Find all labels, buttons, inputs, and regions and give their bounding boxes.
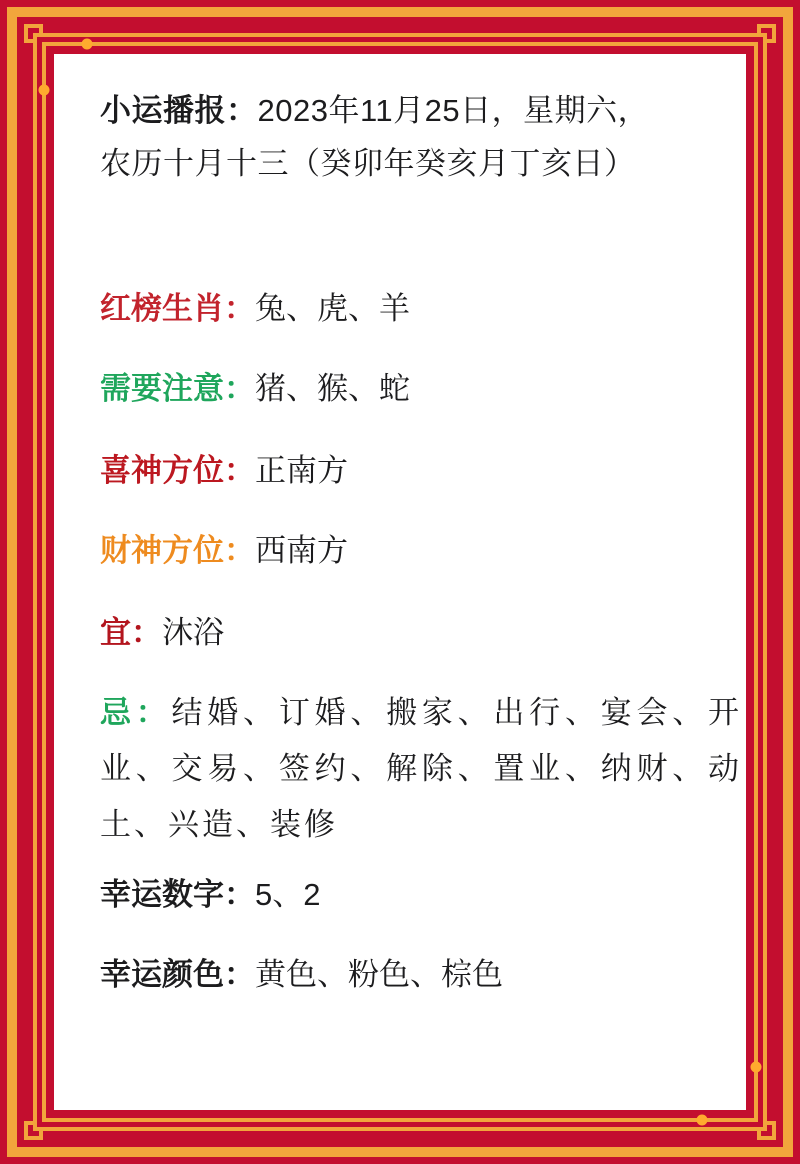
field-value: 5、2 [255, 877, 321, 912]
section-wealth-god-direction [100, 523, 745, 579]
section-joy-god-direction [100, 443, 745, 499]
header-date: 2023年11月25日，星期六， [257, 93, 650, 128]
field-value: 结婚、订婚、搬家、出行、宴会、开业、交易、签约、解除、置业、纳财、动土、兴造、装修 [100, 695, 743, 842]
header-broadcast [100, 84, 760, 190]
section-avoid [100, 685, 742, 853]
header-lunar-date: 农历十月十三（癸卯年癸亥月丁亥日） [100, 146, 636, 181]
field-value: 黄色、粉色、棕色 [255, 957, 503, 992]
field-label: 宜： [100, 615, 162, 650]
field-value: 正南方 [255, 453, 348, 488]
field-label: 财神方位： [100, 533, 255, 568]
field-label: 喜神方位： [100, 453, 255, 488]
field-label: 忌： [100, 695, 172, 730]
header-label: 小运播报： [100, 93, 258, 128]
section-need-attention [100, 361, 745, 417]
section-red-list-zodiac [100, 281, 745, 337]
field-label: 红榜生肖： [100, 291, 255, 326]
field-label: 幸运数字： [100, 877, 255, 912]
field-value: 兔、虎、羊 [255, 291, 410, 326]
field-value: 西南方 [255, 533, 348, 568]
field-label: 幸运颜色： [100, 957, 255, 992]
section-lucky-colors [100, 947, 745, 1003]
field-value: 沐浴 [162, 615, 224, 650]
section-lucky-numbers [100, 867, 745, 923]
field-label: 需要注意： [100, 371, 255, 406]
field-value: 猪、猴、蛇 [255, 371, 410, 406]
section-suitable [100, 605, 745, 661]
